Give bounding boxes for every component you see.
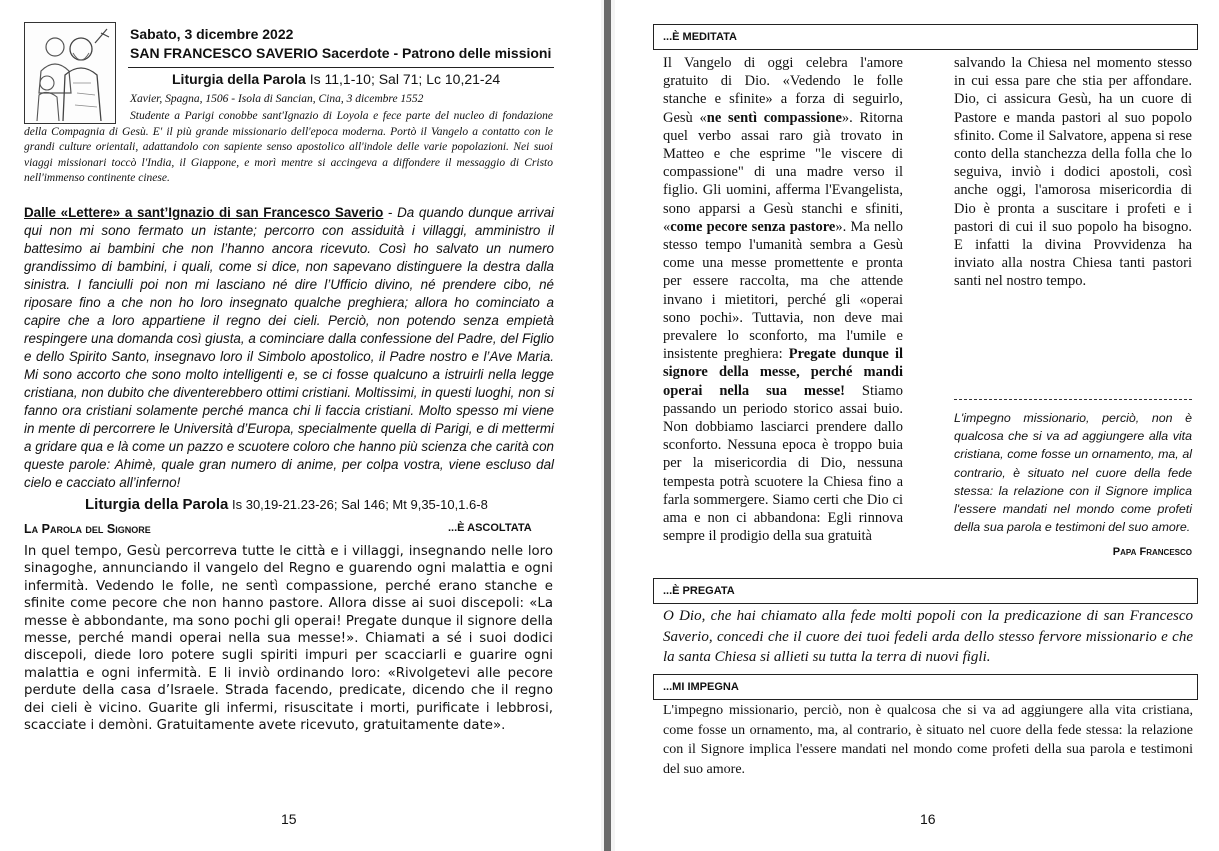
liturgy-of-the-word [85, 496, 488, 513]
quote-divider [954, 399, 1192, 400]
prayer-text: O Dio, che hai chiamato alla fede molti popoli con la predicazione di san Francesco Saverio, concedi che il cuore dei tuoi fedeli arda dello stesso fervore missionario e che la santa Chiesa si allieti su tutta la terra di nuovi figli. [663, 608, 1193, 665]
meditation-text: ». Ritorna quel verbo assai raro già trovato in Matteo e che esprime "le viscere di compassione" di una madre verso il figlio. Gli uomini, afferma l'Evangelista, sono apparsi a Gesù stanchi e sfiniti, « [663, 109, 903, 235]
right-page [615, 0, 1219, 851]
section-header-impegna: ...MI IMPEGNA [653, 674, 1198, 700]
header-date: Sabato, 3 dicembre 2022 [130, 26, 294, 42]
meditation-emphasis: Pregate dunque il signore della messe, perché mandi operai nella sua messe! [663, 346, 903, 399]
liturgy-of-the-day [172, 71, 500, 87]
page-number: 15 [281, 811, 297, 827]
section-tag-ascoltata: ...È ASCOLTATA [448, 522, 532, 534]
liturgy2-references: Is 30,19-21.23-26; Sal 146; Mt 9,35-10,1.6-8 [228, 497, 488, 512]
reading-separator: - [383, 205, 398, 220]
commitment-text: L'impegno missionario, perciò, non è qualcosa che si va ad aggiungere alla vita cristiana, come fosse un ornamento, ma, al contrario, è situato nel cuore della fede stessa: la relazione con il Signore implica l'essere mandati nel mondo come profeti della sua parola e testimoni del suo amore. [663, 703, 1193, 777]
saint-drawing-icon [25, 23, 115, 123]
gospel-text: In quel tempo, Gesù percorreva tutte le città e i villaggi, insegnando nelle loro sinagoghe, annunciando il vangelo del Regno e guarendo ogni malattia e ogni infermità. Vedendo le folle, ne sentì compassione, perché erano stanche e sfinite come pecore che non hanno pastore. Allora disse ai suoi discepoli: «La messe è abbondante, ma sono pochi gli operai! Pregate dunque il signore della messe, perché mandi operai nella sua messe!». Chiamati a sé i suoi dodici discepoli, diede loro potere sugli spiriti impuri per scacciarli e guarire ogni malattia e ogni infermità. E li inviò ordinando loro: «Rivolgetevi alle pecore perdute della casa d’Israele. Strada facendo, predicate, dicendo che il regno dei cieli è vicino. Guarite gli infermi, risuscitate i morti, purificate i lebbrosi, scacciate i demòni. Gratuitamente avete ricevuto, gratuitamente date». [24, 544, 553, 734]
section-header-meditata: ...È MEDITATA [653, 24, 1198, 50]
reading-body: Da quando dunque arrivai qui non mi sono fermato un istante; percorro con assiduità i villaggi, amministro il battesimo ai bambini che non l’hanno ancora ricevuto. Così ho salvato un numero grandissimo di bambini, i quali, come si dice, non sapevano distinguere la destra dalla sinistra. I fanciulli poi non mi lasciano né dire l’Ufficio divino, né prendere cibo, né riposare fino a che non ho loro insegnato qualche preghiera; allora ho cominciato a capire che a loro appartiene il regno dei cieli. Perciò, non potendo senza empietà respingere una domanda così giusta, a cominciare dalla confessione del Padre, del Figlio e dello Spirito Santo, insegnavo loro il Simbolo apostolico, il Padre nostro e l’Ave Maria. Mi sono accorto che sono molto intelligenti e, se ci fosse qualcuno a istruirli nella legge cristiana, non dubito che diventerebbero ottimi cristiani. Moltissimi, in questi luoghi, non si fanno ora cristiani solamente perché manca chi li faccia cristiani. Molto spesso mi viene in mente di percorrere le Università d’Europa, specialmente quella di Parigi, e di mettermi a gridare qua e là come un pazzo e scuotere coloro che hanno più scienza che carità con queste parole: Ahimè, quale gran numero di anime, per colpa vostra, viene escluso dal cielo e cacciato all’inferno! [24, 205, 555, 490]
left-page [0, 0, 601, 851]
meditation-emphasis: come pecore senza pastore [670, 218, 836, 235]
meditation-column-right [954, 54, 1192, 291]
liturgy-label: Liturgia della Parola [172, 71, 306, 87]
reading-title: Dalle «Lettere» a sant’Ignazio di san Francesco Saverio [24, 205, 384, 220]
saint-biography: Studente a Parigi conobbe sant'Ignazio di Loyola e fece parte del nucleo di fondazione della Compagnia di Gesù. E' il più grande missionario dell'epoca moderna. Portò il Vangelo a contatto con le grandi culture orientali, adattandolo con sapiente senso apostolico all'indole delle varie popolazioni. Nei suoi viaggi missionari toccò l'India, il Giappone, e morì mentre si accingeva a diffondere il messaggio di Cristo nell'immenso continente cinese. [24, 110, 553, 185]
section-title-parola: La Parola del Signore [24, 522, 151, 536]
section-header-pregata: ...È PREGATA [653, 578, 1198, 604]
header-divider [128, 67, 554, 68]
page-number: 16 [920, 811, 936, 827]
patristic-reading [24, 204, 554, 492]
meditation-text-continued: salvando la Chiesa nel momento stesso in cui essa pare che stia per affondare. Dio, ci assicura Gesù, ha un cuore di Pastore e manda pastori al suo popolo sfinito. Come il Salvatore, appena si rese conto della stanchezza della folla che lo seguiva, inviò i dodici apostoli, così anche oggi, l'amorosa misericordia di Dio è pronta a suscitare i profeti e i pastori di cui il suo popolo ha bisogno. E infatti la divina Provvidenza ha inviato alla nostra Chiesa tanti pastori santi nel nostro tempo. [954, 55, 1192, 290]
pope-quote: L'impegno missionario, perciò, non è qualcosa che si va ad aggiungere alla vita cristiana, come fosse un ornamento, ma, al contrario, è situato nel cuore della fede stessa: la relazione con il Signore implica l'essere mandati nel mondo come profeti della sua parola e testimoni del suo amore. [954, 411, 1192, 535]
liturgy2-label: Liturgia della Parola [85, 496, 229, 513]
quote-author: Papa Francesco [1112, 546, 1192, 558]
meditation-emphasis: ne sentì compassione [706, 109, 842, 126]
page-gutter [601, 0, 615, 851]
liturgy-references: Is 11,1-10; Sal 71; Lc 10,21-24 [305, 71, 501, 87]
bio-place-dates: Xavier, Spagna, 1506 - Isola di Sancian, Cina, 3 dicembre 1552 [130, 93, 424, 105]
meditation-text: Il Vangelo di oggi celebra l'amore gratuito di Dio. «Vedendo le folle stanche e sfinite» a forza di seguirlo, Gesù « [663, 55, 903, 126]
meditation-text: ». Ma nello stesso tempo l'umanità sembra a Gesù come una messe promettente e pronta per essere raccolta, ma che attende invano i mietitori, perché gli «operai sono pochi». Tuttavia, non deve mai prevalere lo sconforto, ma l'umile e insistente preghiera: [663, 218, 903, 363]
meditation-text: Stiamo passando un periodo storico assai buio. Non dobbiamo lasciarci prendere dallo sconforto. Nessuna epoca è troppo buia per la misericordia di Dio, nessuna tempesta potrà scuotere la Chiesa fino a farla sommergere. Siamo certi che Dio ci ama e non ci abbandona: Egli rinnova sempre il prodigio della sua gratuità [663, 382, 903, 545]
meditation-column-left [663, 54, 903, 545]
header-saint-title: SAN FRANCESCO SAVERIO Sacerdote - Patrono delle missioni [130, 45, 552, 61]
